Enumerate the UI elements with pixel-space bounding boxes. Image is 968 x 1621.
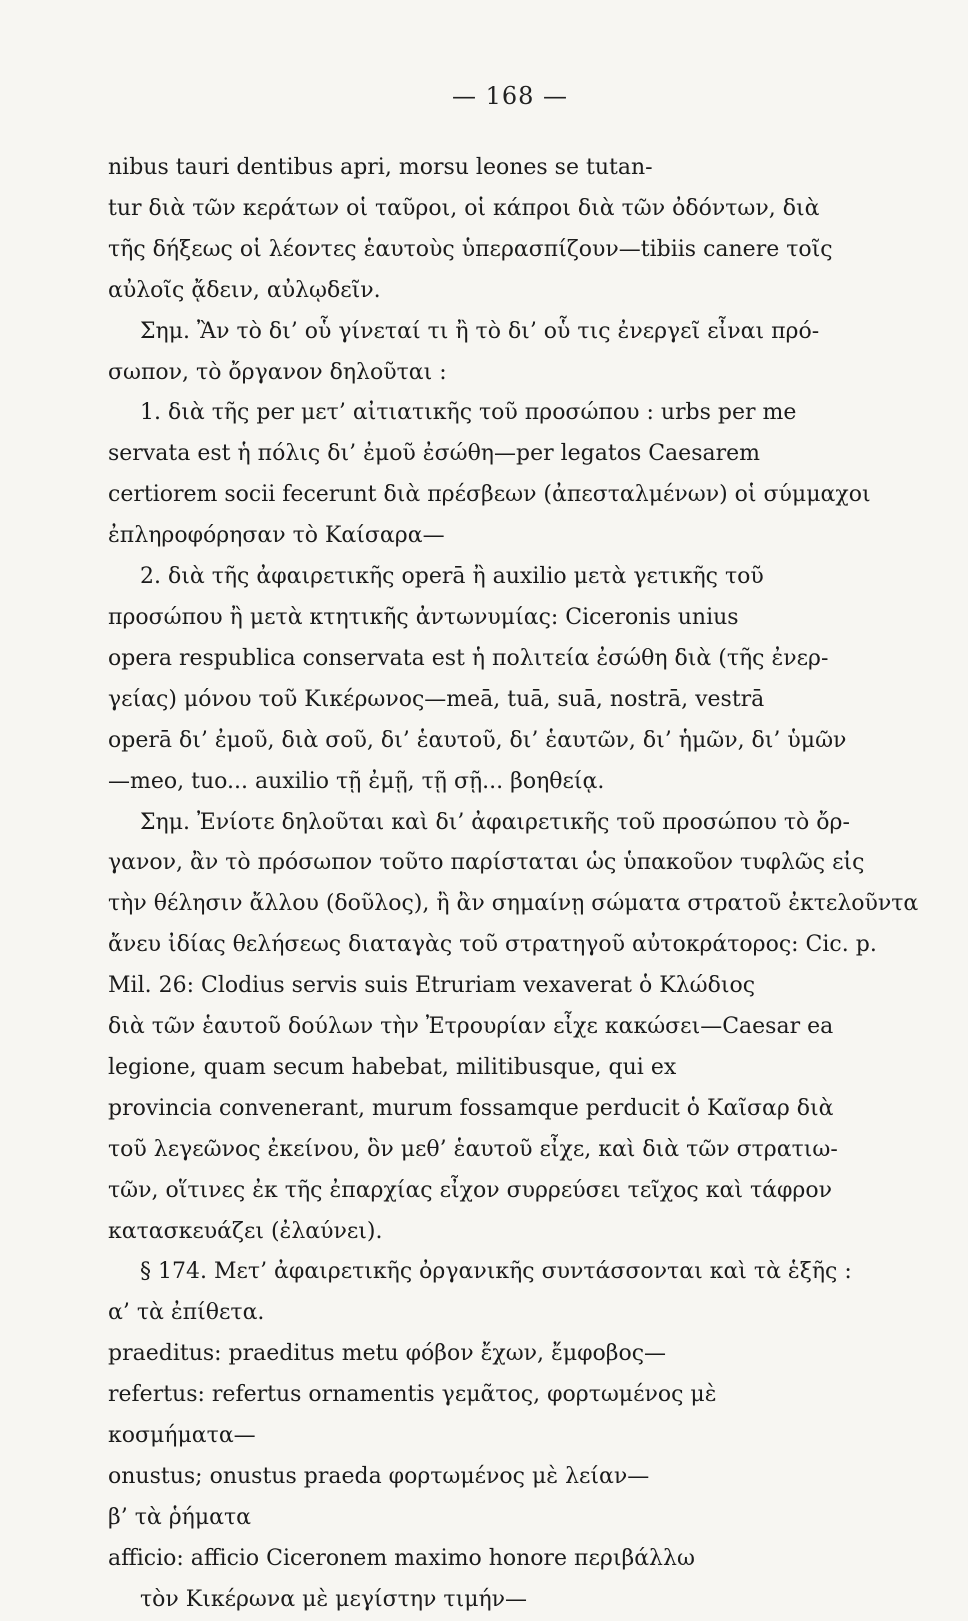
text-line: afficio: afficio Ciceronem maximo honore περιβάλλω xyxy=(108,1545,695,1571)
text-line: certiorem socii fecerunt διὰ πρέσβεων (ἀπεσταλμένων) οἱ σύμμαχοι xyxy=(108,482,871,508)
text-line: legione, quam secum habebat, militibusque, qui ex xyxy=(108,1054,677,1080)
text-line: ἄνευ ἰδίας θελήσεως διαταγὰς τοῦ στρατηγοῦ αὐτοκράτορος: Cic. p. xyxy=(108,932,877,958)
text-line: servata est ἡ πόλις δι’ ἐμοῦ ἐσώθη—per legatos Caesarem xyxy=(108,441,760,467)
text-line: α’ τὰ ἐπίθετα. xyxy=(108,1300,265,1326)
text-line: β’ τὰ ῥήματα xyxy=(108,1504,252,1530)
text-line: Σημ. Ἂν τὸ δι’ οὗ γίνεταί τι ἢ τὸ δι’ οὗ τις ἐνεργεῖ εἶναι πρό- xyxy=(140,318,820,344)
page-number: — 168 — xyxy=(451,82,569,110)
text-line: κατασκευάζει (ἐλαύνει). xyxy=(108,1218,383,1244)
text-line: nibus tauri dentibus apri, morsu leones se tutan- xyxy=(108,155,653,180)
text-line: operā δι’ ἐμοῦ, διὰ σοῦ, δι’ ἑαυτοῦ, δι’ ἑαυτῶν, δι’ ἡμῶν, δι’ ὑμῶν xyxy=(108,727,847,753)
text-line: tur διὰ τῶν κεράτων οἱ ταῦροι, οἱ κάπροι διὰ τῶν ὀδόντων, διὰ xyxy=(108,195,820,221)
text-line: onustus; onustus praeda φορτωμένος μὲ λείαν— xyxy=(108,1464,650,1489)
text-line: ἐπληροφόρησαν τὸ Καίσαρα— xyxy=(108,523,445,549)
page-body xyxy=(108,148,919,1621)
text-line: σωπον, τὸ ὄργανον δηλοῦται : xyxy=(108,359,447,385)
text-line: γείας) μόνου τοῦ Κικέρωνος—meā, tuā, suā, nostrā, vestrā xyxy=(108,686,765,712)
text-line: 1. διὰ τῆς per μετ’ αἰτιατικῆς τοῦ προσώπου : urbs per me xyxy=(140,400,797,426)
text-line: προσώπου ἢ μετὰ κτητικῆς ἀντωνυμίας: Ciceronis unius xyxy=(108,604,739,630)
text-line: —meo, tuo... auxilio τῇ ἐμῇ, τῇ σῇ... βοηθείᾳ. xyxy=(108,768,605,794)
text-line: γανον, ἂν τὸ πρόσωπον τοῦτο παρίσταται ὡς ὑπακοῦον τυφλῶς εἰς xyxy=(108,850,865,876)
text-line: αὐλοῖς ᾄδειν, αὐλῳδεῖν. xyxy=(108,277,381,303)
text-line: Σημ. Ἐνίοτε δηλοῦται καὶ δι’ ἀφαιρετικῆς τοῦ προσώπου τὸ ὄρ- xyxy=(140,809,850,835)
text-line: τῶν, οἵτινες ἐκ τῆς ἐπαρχίας εἶχον συρρεύσει τεῖχος καὶ τάφρον xyxy=(108,1177,832,1203)
text-line: provincia convenerant, murum fossamque perducit ὁ Καῖσαρ διὰ xyxy=(108,1095,834,1121)
text-line: κοσμήματα— xyxy=(108,1423,256,1449)
text-line: opera respublica conservata est ἡ πολιτεία ἐσώθη διὰ (τῆς ἐνερ- xyxy=(108,645,829,671)
text-line: praeditus: praeditus metu φόβον ἔχων, ἔμφοβος— xyxy=(108,1341,667,1367)
text-line: τοῦ λεγεῶνος ἐκείνου, ὃν μεθ’ ἑαυτοῦ εἶχε, καὶ διὰ τῶν στρατιω- xyxy=(108,1136,838,1162)
text-line: Mil. 26: Clodius servis suis Etruriam vexaverat ὁ Κλώδιος xyxy=(108,973,756,999)
text-line: τῆς δήξεως οἱ λέοντες ἑαυτοὺς ὑπερασπίζουν—tibiis canere τοῖς xyxy=(108,236,833,262)
text-line: refertus: refertus ornamentis γεμᾶτος, φορτωμένος μὲ xyxy=(108,1382,717,1408)
text-line: § 174. Μετ’ ἀφαιρετικῆς ὀργανικῆς συντάσσονται καὶ τὰ ἑξῆς : xyxy=(140,1259,852,1285)
text-line: τὴν θέλησιν ἄλλου (δοῦλος), ἢ ἂν σημαίνῃ σώματα στρατοῦ ἐκτελοῦντα xyxy=(108,891,919,917)
text-line: 2. διὰ τῆς ἀφαιρετικῆς operā ἢ auxilio μετὰ γετικῆς τοῦ xyxy=(140,564,764,590)
text-line: τὸν Κικέρωνα μὲ μεγίστην τιμήν— xyxy=(140,1586,528,1612)
text-line: διὰ τῶν ἑαυτοῦ δούλων τὴν Ἐτρουρίαν εἶχε κακώσει—Caesar ea xyxy=(108,1014,834,1040)
